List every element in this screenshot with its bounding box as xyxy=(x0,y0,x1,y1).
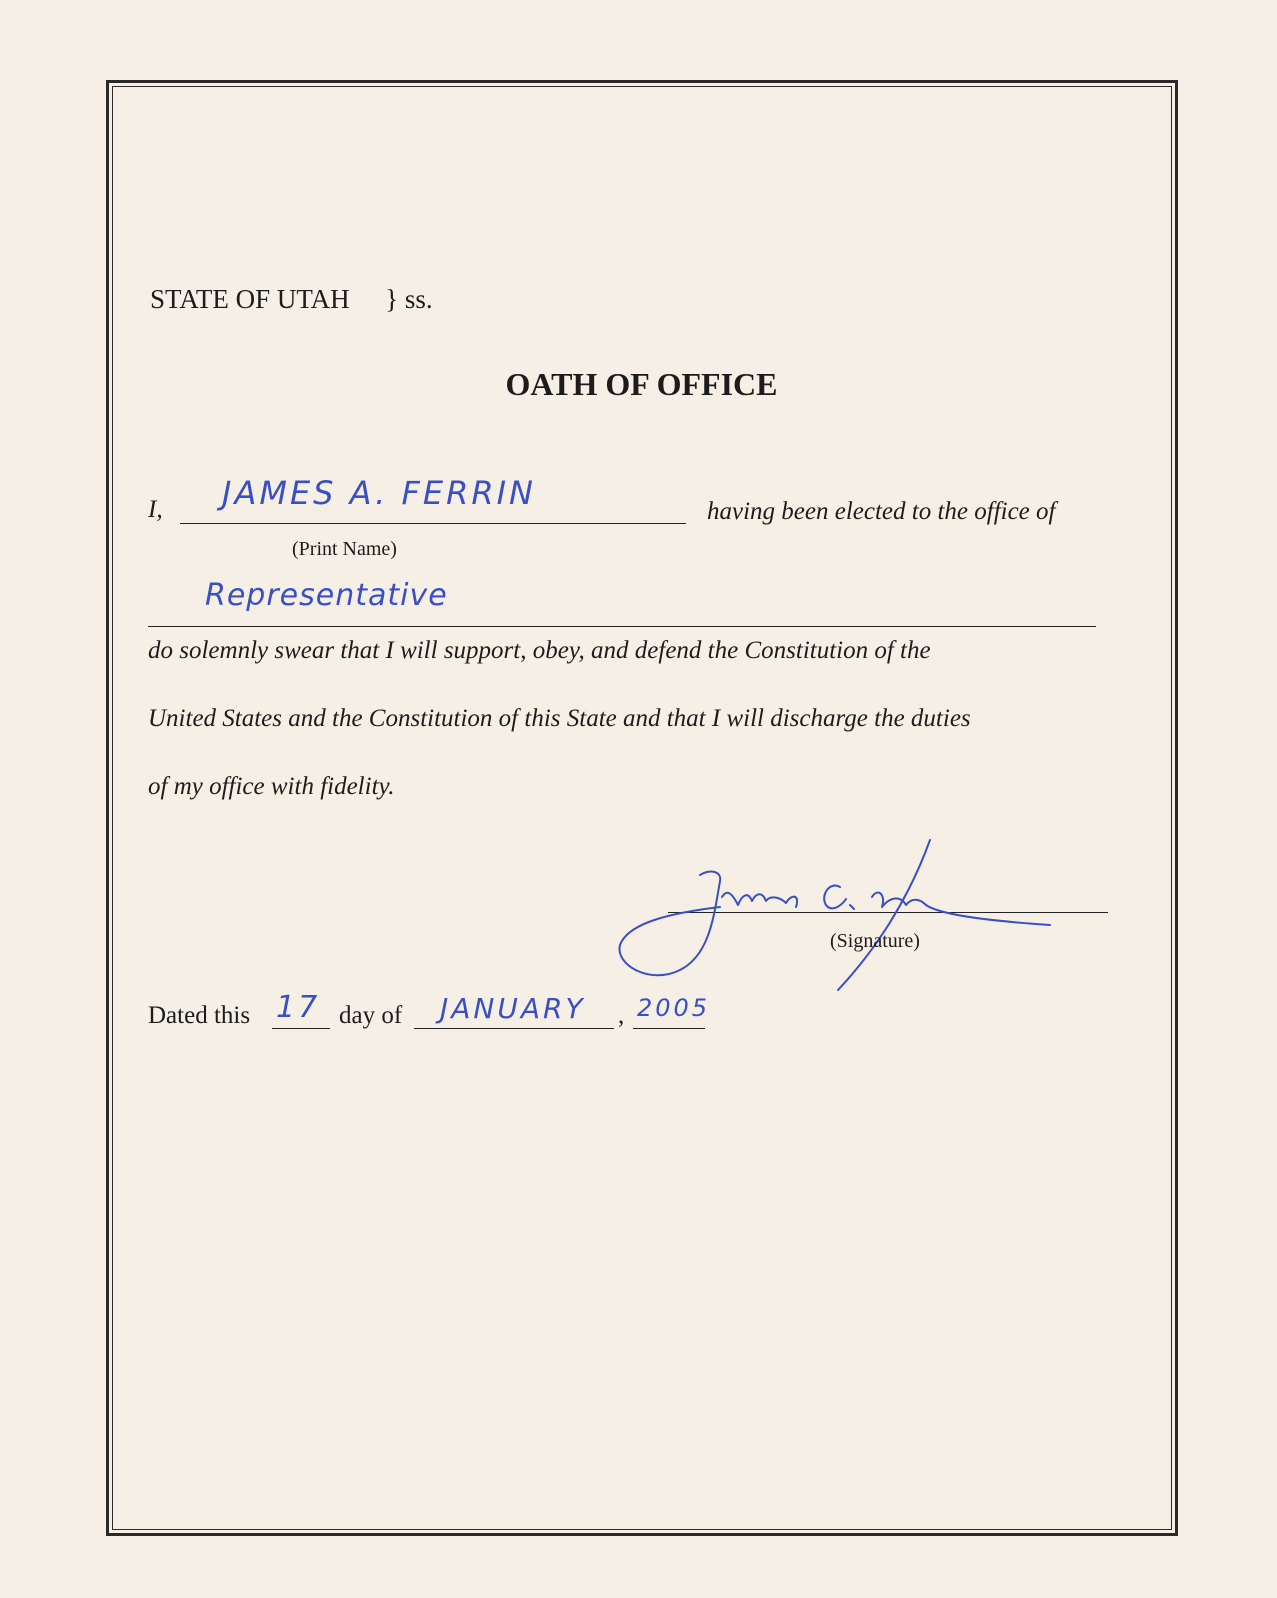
year-line xyxy=(633,1028,705,1029)
date-comma: , xyxy=(618,1002,625,1029)
office-line xyxy=(148,626,1096,627)
ss-label: } ss. xyxy=(385,284,433,314)
state-heading xyxy=(150,284,433,315)
print-name-caption: (Print Name) xyxy=(292,538,397,560)
page-title: OATH OF OFFICE xyxy=(505,366,778,402)
intro-suffix: having been elected to the office of xyxy=(707,498,1056,525)
day-of-text: day of xyxy=(339,1002,403,1029)
handwritten-office: Representative xyxy=(205,578,448,613)
intro-prefix: I, xyxy=(148,496,163,523)
handwritten-day: 17 xyxy=(276,990,321,1025)
handwritten-year: 2005 xyxy=(637,994,711,1022)
state-label: STATE OF UTAH xyxy=(150,284,350,314)
name-line xyxy=(180,523,686,524)
dated-prefix: Dated this xyxy=(148,1002,251,1029)
oath-text-line-1: do solemnly swear that I will support, obey, and defend the Constitution of the xyxy=(148,637,931,664)
oath-text-line-3: of my office with fidelity. xyxy=(148,773,395,800)
handwritten-month: JANUARY xyxy=(440,992,586,1025)
oath-text-line-2: United States and the Constitution of this State and that I will discharge the duties xyxy=(148,705,971,732)
day-line xyxy=(272,1028,330,1029)
handwritten-signature xyxy=(610,835,1070,1000)
month-line xyxy=(414,1028,614,1029)
signature-caption: (Signature) xyxy=(830,930,920,952)
handwritten-name: JAMES A. FERRIN xyxy=(222,474,536,512)
